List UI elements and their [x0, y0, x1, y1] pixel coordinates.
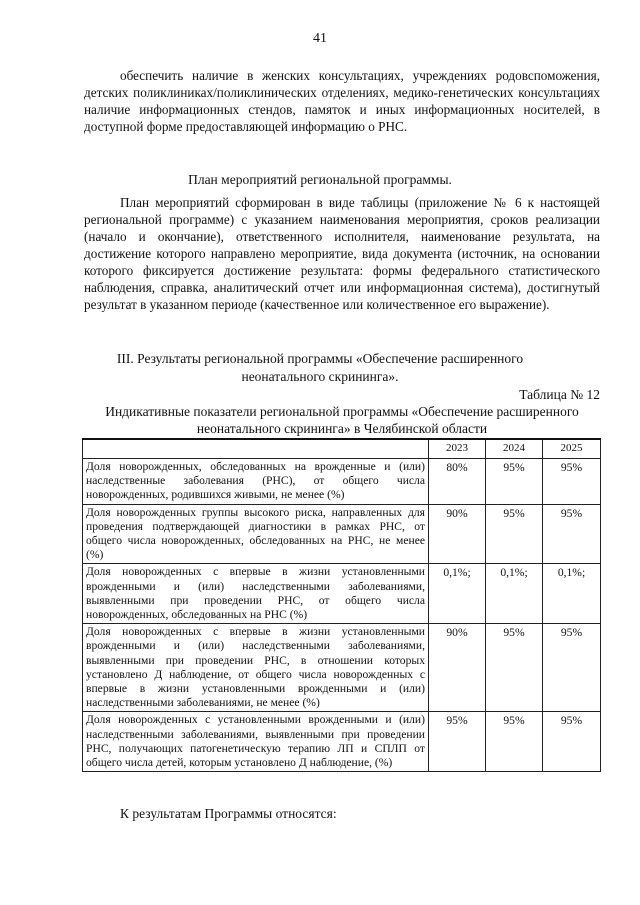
header-year: 2023 — [429, 439, 486, 459]
indicator-description: Доля новорожденных группы высокого риска, направленных для проведения подтверждающей диагностики в рамках РНС, от общего числа новорожденных, обследованных на РНС, не менее (%) — [83, 504, 429, 564]
header-year: 2025 — [543, 439, 601, 459]
indicator-value: 0,1%; — [429, 564, 486, 624]
table-row — [83, 712, 601, 772]
indicator-value: 95% — [543, 712, 601, 772]
table-number: Таблица № 12 — [519, 387, 600, 402]
indicators-table — [82, 438, 601, 772]
indicator-value: 95% — [543, 459, 601, 505]
indicator-value: 95% — [486, 504, 543, 564]
table-row — [83, 504, 601, 564]
indicator-description: Доля новорожденных с впервые в жизни установленными врожденными и (или) наследственными заболеваниями, выявленными при проведении РНС, от общего числа новорожденных, обследованных на РНС (%) — [83, 564, 429, 624]
header-year: 2024 — [486, 439, 543, 459]
indicator-description: Доля новорожденных, обследованных на врожденные и (или) наследственные заболевания (РНС), от общего числа новорожденных, родившихся живыми, не менее (%) — [83, 459, 429, 505]
indicator-value: 95% — [429, 712, 486, 772]
table-row — [83, 459, 601, 505]
header-empty-cell — [83, 439, 429, 459]
indicator-value: 95% — [543, 504, 601, 564]
indicator-value: 90% — [429, 624, 486, 712]
paragraph-results-intro: К результатам Программы относятся: — [120, 806, 337, 821]
page-number: 41 — [313, 31, 327, 46]
section-heading-results: III. Результаты региональной программы «Обеспечение расширенного неонатального скрининга». — [116, 351, 524, 384]
table-row — [83, 564, 601, 624]
heading-plan: План мероприятий региональной программы. — [188, 172, 452, 187]
paragraph-plan-description: План мероприятий сформирован в виде таблицы (приложение № 6 к настоящей региональной программе) с указанием наименования мероприятия, сроков реализации (начало и окончание), ответственного исполнителя, наименование результата, на достижение которого направлено мероприятие, вида документа (источник, на основании которого фиксируется достижение результата: формы федерального статистического наблюдения, справка, аналитический отчет или информационная система), достигнутый результат в указанном периоде (качественное или количественное его выражение). — [84, 195, 600, 312]
indicator-value: 0,1%; — [543, 564, 601, 624]
indicator-value: 0,1%; — [486, 564, 543, 624]
table-header-row — [83, 439, 601, 459]
indicator-description: Доля новорожденных с установленными врожденными и (или) наследственными заболеваниями, выявленными при проведении РНС, получающих патогенетическую терапию ЛП и СПЛП от общего числа детей, которым установлено Д наблюдение, (%) — [83, 712, 429, 772]
paragraph-info-materials: обеспечить наличие в женских консультациях, учреждениях родовспоможения, детских поликлиниках/поликлинических отделениях, медико-генетических консультациях наличие информационных стендов, памяток и иных информационных носителей, в доступной форме предоставляющей информацию о РНС. — [84, 68, 600, 134]
table-row — [83, 624, 601, 712]
indicator-value: 90% — [429, 504, 486, 564]
table-caption: Индикативные показатели региональной программы «Обеспечение расширенного неонатального скрининга» в Челябинской области — [105, 404, 579, 436]
indicator-value: 80% — [429, 459, 486, 505]
indicator-value: 95% — [486, 624, 543, 712]
indicator-value: 95% — [486, 712, 543, 772]
indicator-value: 95% — [543, 624, 601, 712]
indicator-value: 95% — [486, 459, 543, 505]
indicator-description: Доля новорожденных с впервые в жизни установленными врожденными и (или) наследственными заболеваниями, выявленными при проведении РНС, в отношении которых установлено Д наблюдение, от общего числа новорожденных с впервые в жизни установленными врожденными и (или) наследственными заболеваниями, не менее (%) — [83, 624, 429, 712]
